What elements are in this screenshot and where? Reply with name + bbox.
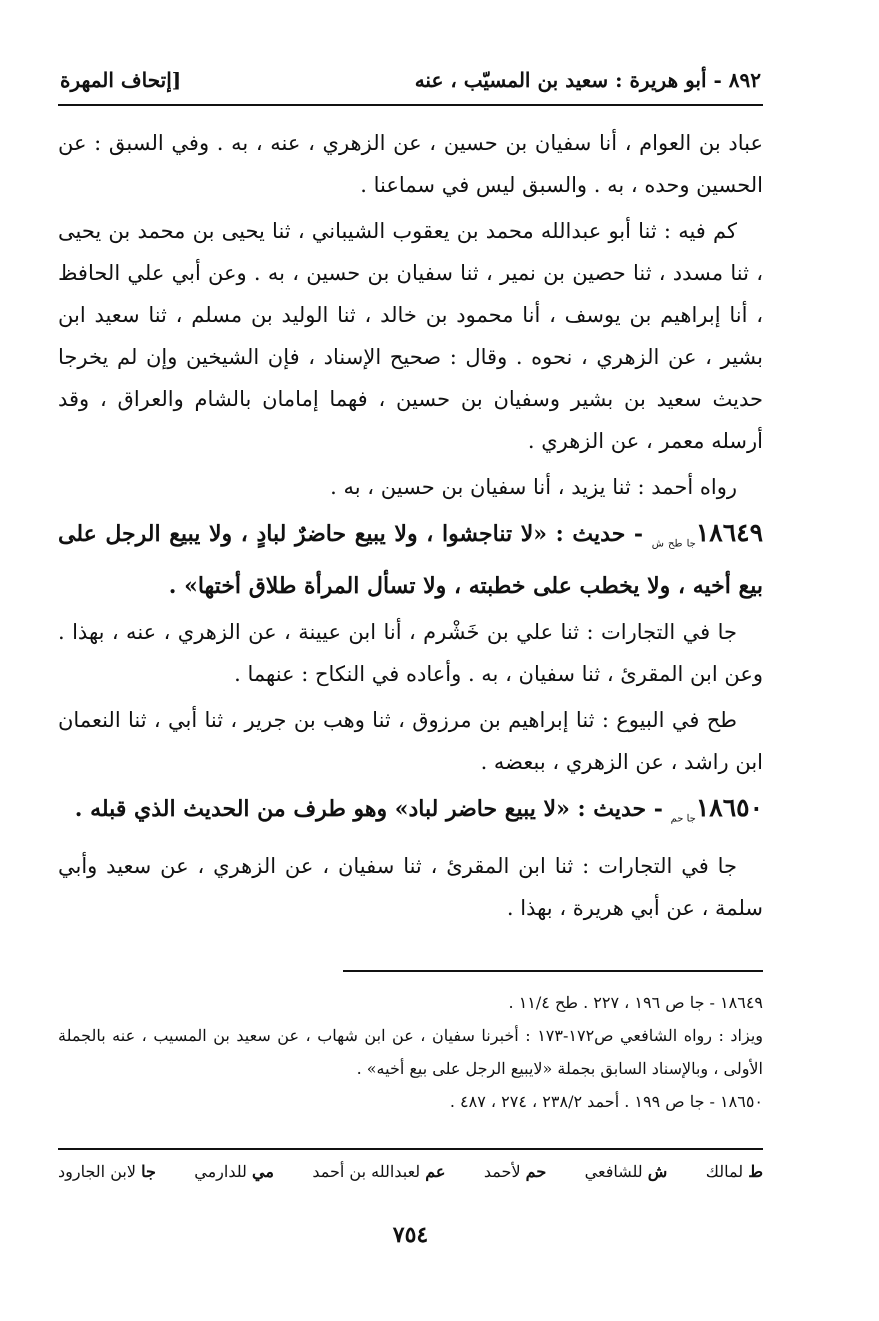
hadith-entry-18649: [58, 512, 763, 607]
hadith-sigla: جا طح ش: [651, 538, 696, 550]
footnote: ويزاد : رواه الشافعي ص١٧٢-١٧٣ : أخبرنا سفيان ، عن ابن شهاب ، عن سعيد بن المسيب ، عنه بالجملة الأولى ، وبالإسناد السابق بجملة «لايبيع الرجل على بيع أخيه» .: [58, 1026, 764, 1078]
key-code: ش: [647, 1162, 668, 1181]
key-label: لمالك: [705, 1162, 744, 1181]
key-code: جا: [141, 1162, 156, 1181]
page-number: ٧٥٤: [392, 1222, 429, 1248]
running-header: [60, 60, 761, 100]
paragraph: عباد بن العوام ، أنا سفيان بن حسين ، عن الزهري ، عنه ، به . وفي السبق : عن الحسين وحده ، به . والسبق ليس في سماعنا .: [58, 131, 763, 197]
paragraph: كم فيه : ثنا أبو عبدالله محمد بن يعقوب الشيباني ، ثنا يحيى بن محمد بن يحيى ، ثنا مسدد ، ثنا حصين بن نمير ، ثنا سفيان بن حسين ، به . وعن أبي علي الحافظ ، أنا إبراهيم بن يوسف ، أنا محمود بن خالد ، ثنا الوليد بن مسلم ، ثنا سعيد ابن بشير ، عن الزهري ، نحوه . وقال : صحيح الإسناد ، فإن الشيخين وإن لم يخرجا حديث سعيد بن بشير وسفيان بن حسين ، فهما إمامان بالشام والعراق ، وقد أرسله معمر ، عن الزهري .: [58, 219, 763, 453]
paragraph: رواه أحمد : ثنا يزيد ، أنا سفيان بن حسين ، به .: [330, 475, 737, 499]
key-item: [585, 1162, 668, 1181]
key-item: [194, 1162, 274, 1181]
key-label: لابن الجارود: [58, 1162, 136, 1181]
key-label: لأحمد: [483, 1162, 521, 1181]
main-text: [58, 122, 763, 933]
header-divider: [58, 104, 763, 106]
key-code: حم: [525, 1162, 547, 1181]
hadith-text: - حديث : «لا يبيع حاضر لباد» وهو طرف من الحديث الذي قبله .: [74, 796, 663, 823]
header-chapter-title: ٨٩٢ - أبو هريرة : سعيد بن المسيّب ، عنه: [414, 68, 761, 92]
hadith-sigla: جا حم: [670, 813, 696, 825]
key-code: ط: [748, 1162, 763, 1181]
abbreviation-key: [58, 1162, 763, 1181]
paragraph: جا في التجارات : ثنا ابن المقرئ ، ثنا سفيان ، عن الزهري ، عن سعيد وأبي سلمة ، عن أبي هريرة ، بهذا .: [58, 853, 763, 920]
hadith-number: ١٨٦٥٠: [695, 793, 763, 823]
key-code: عم: [425, 1162, 446, 1181]
hadith-entry-18650: [58, 787, 763, 840]
footnote: ١٨٦٤٩ - جا ص ١٩٦ ، ٢٢٧ . طح ١١/٤ .: [508, 993, 763, 1012]
hadith-text: - حديث : «لا تناجشوا ، ولا يبيع حاضرٌ لبادٍ ، ولا يبيع الرجل على بيع أخيه ، ولا يخطب على خطبته ، ولا تسأل المرأة طلاق أختها» .: [58, 521, 763, 600]
key-item: [312, 1162, 445, 1181]
footnote-divider: [343, 970, 763, 972]
paragraph: طح في البيوع : ثنا إبراهيم بن مرزوق ، ثنا وهب بن جرير ، ثنا أبي ، ثنا النعمان ابن راشد ، عن الزهري ، ببعضه .: [58, 708, 763, 775]
paragraph: جا في التجارات : ثنا علي بن خَشْرم ، أنا ابن عيينة ، عن الزهري ، عنه ، بهذا . وعن ابن المقرئ ، ثنا سفيان ، به . وأعاده في النكاح : عنهما .: [58, 620, 763, 687]
key-code: مي: [252, 1162, 274, 1181]
header-book-title: [إتحاف المهرة: [60, 68, 182, 92]
key-label: للدارمي: [194, 1162, 247, 1181]
key-item: [58, 1162, 156, 1181]
key-item: [484, 1162, 546, 1181]
footnotes: [58, 986, 763, 1118]
key-item: [706, 1162, 763, 1181]
footnote: ١٨٦٥٠ - جا ص ١٩٩ . أحمد ٢٣٨/٢ ، ٢٧٤ ، ٤٨٧ .: [449, 1092, 763, 1111]
key-label: للشافعي: [584, 1162, 643, 1181]
hadith-number: ١٨٦٤٩: [695, 518, 763, 547]
key-divider: [58, 1148, 763, 1150]
key-label: لعبدالله بن أحمد: [312, 1162, 421, 1181]
